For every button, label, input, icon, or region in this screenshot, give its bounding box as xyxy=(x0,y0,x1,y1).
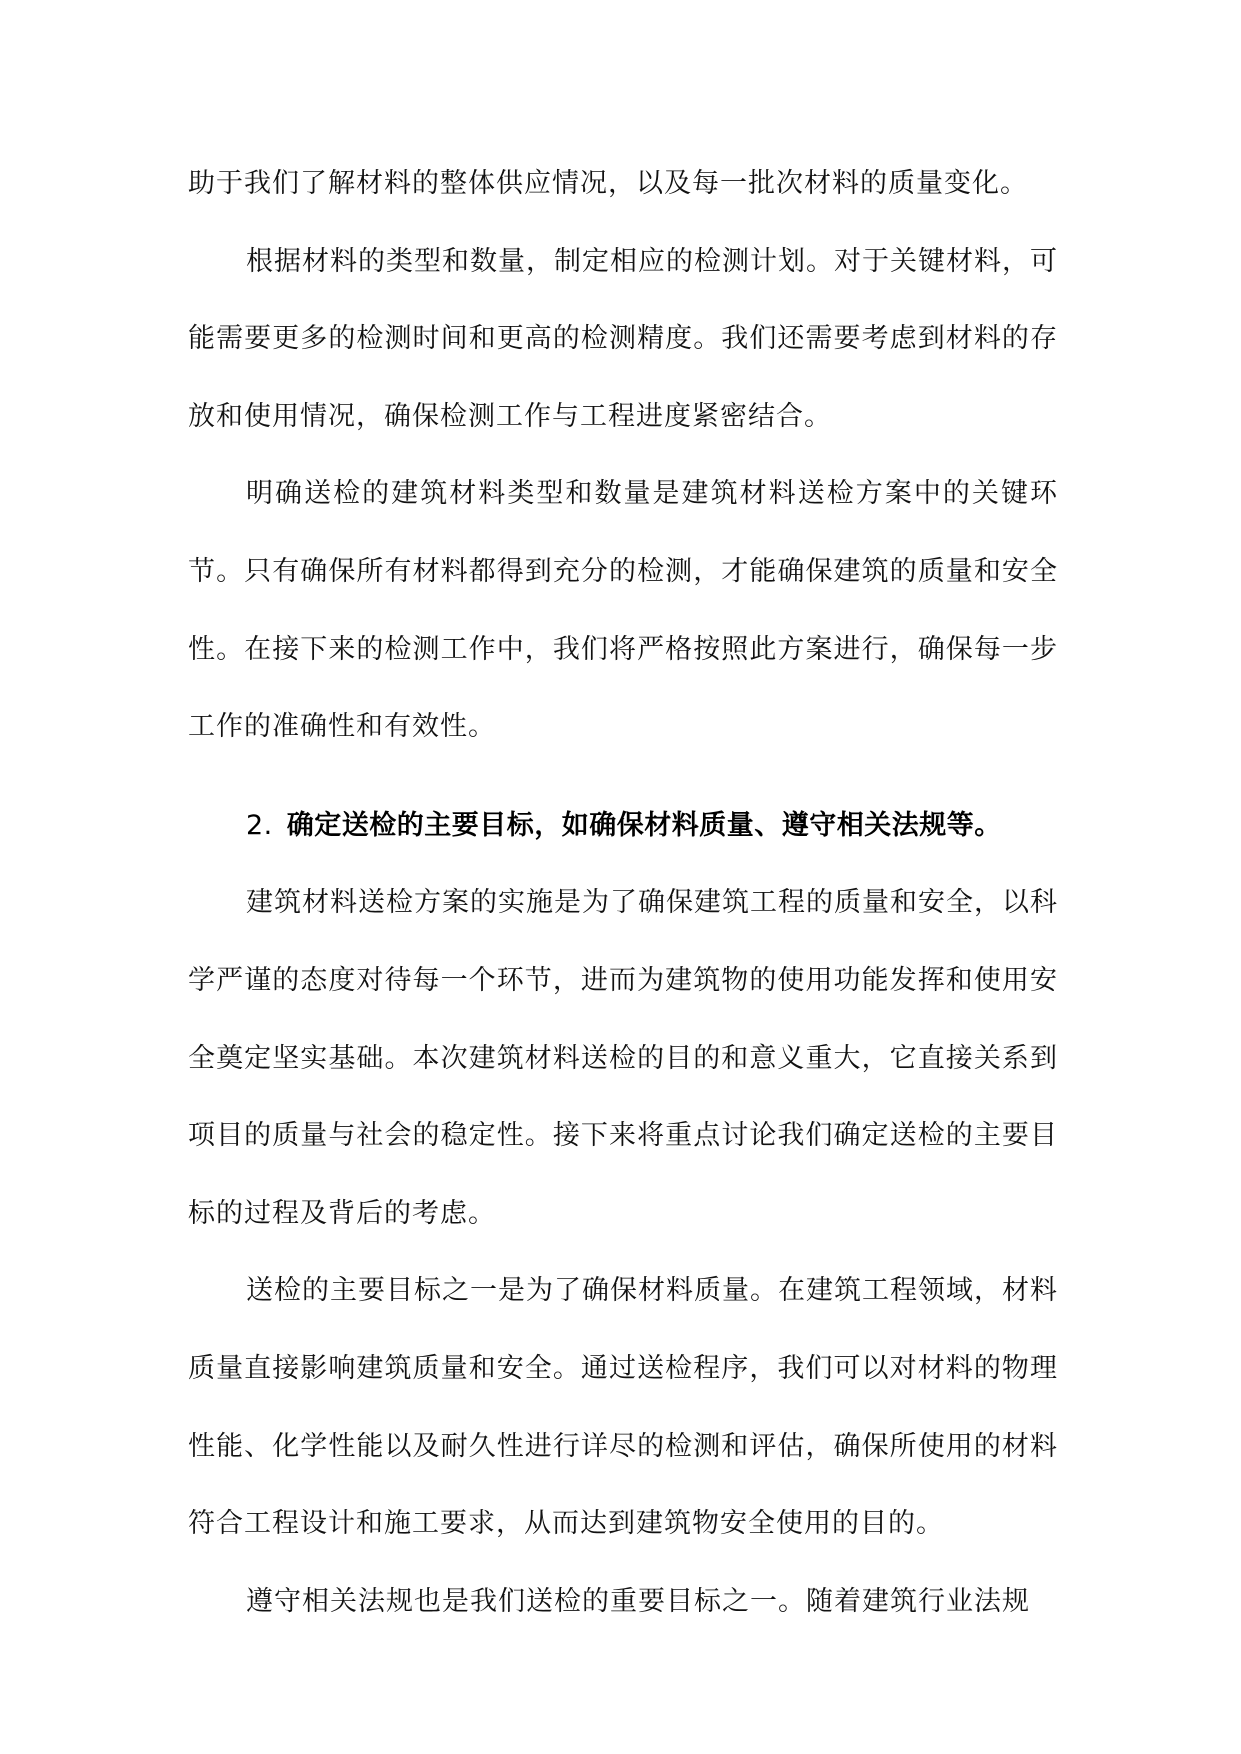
document-body xyxy=(188,145,1058,1640)
section-title: 确定送检的主要目标，如确保材料质量、遵守相关法规等。 xyxy=(286,809,1002,841)
paragraph-regulations: 遵守相关法规也是我们送检的重要目标之一。随着建筑行业法规 xyxy=(246,1585,1030,1617)
paragraph-material-quality: 送检的主要目标之一是为了确保材料质量。在建筑工程领域，材料质量直接影响建筑质量和安全。通过送检程序，我们可以对材料的物理性能、化学性能以及耐久性进行详尽的检测和评估，确保所使用的材料符合工程设计和施工要求，从而达到建筑物安全使用的目的。 xyxy=(188,1275,1058,1540)
paragraph-detection-plan: 根据材料的类型和数量，制定相应的检测计划。对于关键材料，可能需要更多的检测时间和更高的检测精度。我们还需要考虑到材料的存放和使用情况，确保检测工作与工程进度紧密结合。 xyxy=(188,245,1058,432)
paragraph-purpose: 建筑材料送检方案的实施是为了确保建筑工程的质量和安全，以科学严谨的态度对待每一个环节，进而为建筑物的使用功能发挥和使用安全奠定坚实基础。本次建筑材料送检的目的和意义重大，它直接关系到项目的质量与社会的稳定性。接下来将重点讨论我们确定送检的主要目标的过程及背后的考虑。 xyxy=(188,887,1058,1229)
paragraph-continued: 助于我们了解材料的整体供应情况，以及每一批次材料的质量变化。 xyxy=(188,168,1028,199)
paragraph-material-types: 明确送检的建筑材料类型和数量是建筑材料送检方案中的关键环节。只有确保所有材料都得到充分的检测，才能确保建筑的质量和安全性。在接下来的检测工作中，我们将严格按照此方案进行，确保每一步工作的准确性和有效性。 xyxy=(188,478,1058,743)
section-number: 2. xyxy=(246,809,273,841)
section-heading xyxy=(188,787,1058,865)
